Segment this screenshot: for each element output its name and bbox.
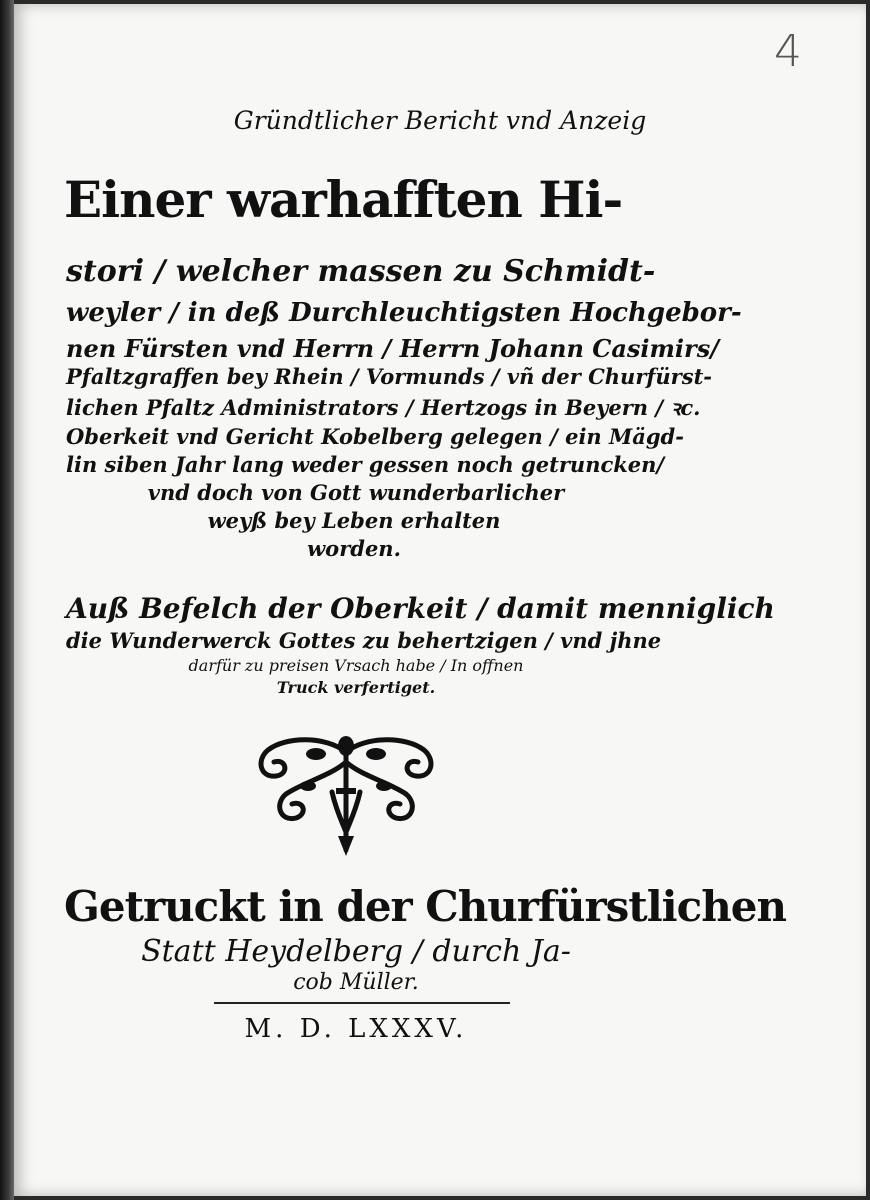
body-line: worden.	[307, 536, 401, 561]
body-line: nen Fürsten vnd Herrn / Herrn Johann Casimirs/	[66, 334, 719, 363]
binding-edge	[0, 0, 14, 1200]
printers-ornament	[246, 732, 446, 856]
imprint-line: Statt Heydelberg / durch Ja-	[141, 934, 571, 969]
imprint-line: Getruckt in der Churfürstlichen	[64, 882, 786, 931]
sub-line: Auß Befelch der Oberkeit / damit menniglich	[66, 592, 775, 625]
heading: Gründtlicher Bericht vnd Anzeig	[233, 106, 647, 135]
imprint-year: M. D. LXXXV.	[244, 1014, 468, 1044]
body-line: lichen Pfaltz Administrators / Hertzogs in Beyern / ꝛc.	[66, 395, 701, 420]
folio-number: 4	[774, 26, 802, 77]
divider-rule	[214, 1002, 510, 1004]
body-line: Oberkeit vnd Gericht Kobelberg gelegen / ein Mägd-	[66, 424, 684, 449]
main-title: Einer warhafften Hi-	[64, 170, 623, 229]
body-line: vnd doch von Gott wunderbarlicher	[147, 480, 565, 505]
imprint-line: cob Müller.	[293, 970, 419, 995]
body-line: lin siben Jahr lang weder gessen noch getruncken/	[66, 452, 665, 477]
body-line: stori / welcher massen zu Schmidt-	[66, 254, 656, 289]
sub-line: Truck verfertiget.	[276, 678, 436, 697]
sub-line: darfür zu preisen Vrsach habe / In offnen	[188, 656, 524, 675]
body-line: weyler / in deß Durchleuchtigsten Hochgebor-	[66, 298, 742, 328]
body-line: weyß bey Leben erhalten	[207, 508, 501, 533]
sub-line: die Wunderwerck Gottes zu behertzigen / vnd jhne	[66, 628, 662, 653]
body-line: Pfaltzgraffen bey Rhein / Vormunds / vñ der Churfürst-	[66, 364, 712, 389]
title-page	[14, 4, 866, 1196]
